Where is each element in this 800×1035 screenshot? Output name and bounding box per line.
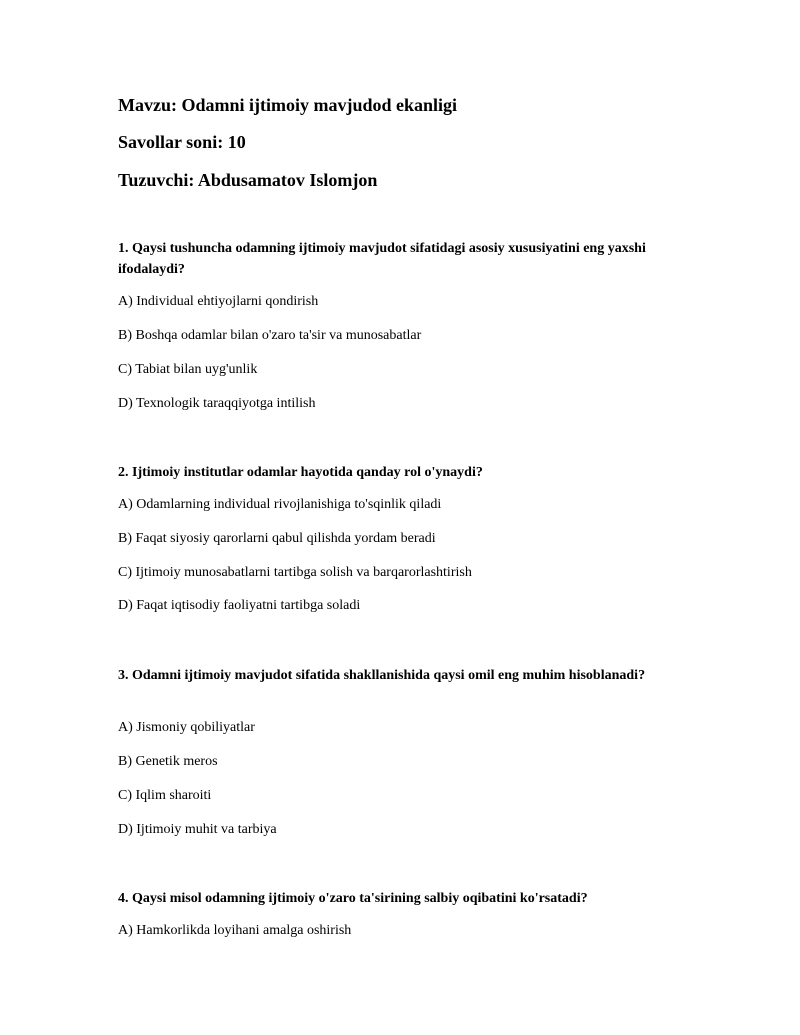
- question-2-option-c: C) Ijtimoiy munosabatlarni tartibga solish va barqarorlashtirish: [118, 565, 472, 580]
- topic-heading: Mavzu: Odamni ijtimoiy mavjudod ekanligi: [118, 95, 458, 115]
- question-1-text: 1. Qaysi tushuncha odamning ijtimoiy mavjudot sifatidagi asosiy xususiyatini eng yaxshi ifodalaydi?: [118, 241, 646, 277]
- question-3-option-b: B) Genetik meros: [118, 754, 218, 769]
- question-3-option-a: A) Jismoniy qobiliyatlar: [118, 720, 255, 735]
- question-2-option-b: B) Faqat siyosiy qarorlarni qabul qilishda yordam beradi: [118, 531, 436, 546]
- question-2-option-a: A) Odamlarning individual rivojlanishiga to'sqinlik qiladi: [118, 497, 442, 512]
- question-4-option-a: A) Hamkorlikda loyihani amalga oshirish: [118, 923, 352, 938]
- question-2-option-d: D) Faqat iqtisodiy faoliyatni tartibga soladi: [118, 598, 361, 613]
- question-1-option-b: B) Boshqa odamlar bilan o'zaro ta'sir va munosabatlar: [118, 328, 422, 343]
- question-2-text: 2. Ijtimoiy institutlar odamlar hayotida qanday rol o'ynaydi?: [118, 465, 483, 480]
- question-4-text: 4. Qaysi misol odamning ijtimoiy o'zaro ta'sirining salbiy oqibatini ko'rsatadi?: [118, 891, 588, 906]
- question-3-text: 3. Odamni ijtimoiy mavjudot sifatida shakllanishida qaysi omil eng muhim hisoblanadi?: [118, 668, 646, 683]
- question-1-option-a: A) Individual ehtiyojlarni qondirish: [118, 294, 319, 309]
- question-3-option-c: C) Iqlim sharoiti: [118, 788, 212, 803]
- question-1-option-d: D) Texnologik taraqqiyotga intilish: [118, 396, 316, 411]
- question-count-heading: Savollar soni: 10: [118, 132, 246, 152]
- question-1-option-c: C) Tabiat bilan uyg'unlik: [118, 362, 258, 377]
- question-3-option-d: D) Ijtimoiy muhit va tarbiya: [118, 822, 277, 837]
- author-heading: Tuzuvchi: Abdusamatov Islomjon: [118, 170, 378, 190]
